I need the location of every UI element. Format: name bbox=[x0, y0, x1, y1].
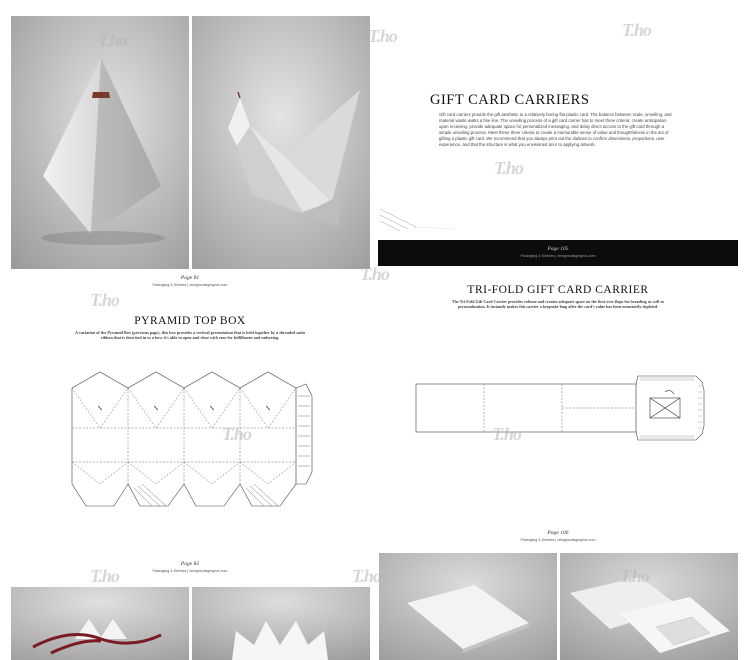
watermark: T.ho bbox=[352, 566, 381, 586]
gift-card-carriers-body: Gift card carriers provide the gift aesthetic to a relatively boring flat plastic card. The balance between scale, unveiling, and material waste walks a fine line. The unveiling process of a gift card carrier has to meet three criteria: create anticipation upon receiving, provide adequate space for personalized messaging, and delay direct access to the gift card through a simple unveiling process. Meet these three criteria to create a memorable sense of value and thoughtfulness in the act of gifting a plastic gift card. We recommend that you always print out the dielines to confirm dimensions, proportions, user experience, and that the structure is what you envisioned prior to applying artwork. bbox=[439, 112, 672, 148]
pyramid-top-box-title: PYRAMID TOP BOX bbox=[134, 315, 246, 327]
watermark: T.ho bbox=[360, 264, 389, 284]
watermark: T.ho bbox=[620, 566, 649, 586]
trifold-carrier-body: The Tri-Fold Gift Card Carrier provides volume and creates adequate space on the first-ever flaps for branding as well as personalization. It instantly makes this carrier a keepsake long after the card's value has been monetarily depleted. bbox=[451, 299, 665, 310]
bird-box-photo bbox=[192, 16, 370, 269]
gift-card-carriers-title: GIFT CARD CARRIERS bbox=[430, 92, 590, 108]
page-credit: Packaging & Dielines | designsofsignsplus.com bbox=[520, 254, 596, 258]
watermark: T.ho bbox=[494, 158, 523, 178]
page-credit: Packaging & Dielines | designsofsignsplus.com bbox=[152, 569, 228, 573]
watermark: T.ho bbox=[90, 566, 119, 586]
watermark: T.ho bbox=[90, 290, 119, 310]
pyramid-top-box-body: A variation of the Pyramid Box (previous page), this box provides a vertical presentation that is held together by a threaded satin ribbon that is then tied in to a bow it's able to open and close with ease for fulfillment and unboxing. bbox=[75, 330, 305, 341]
page-number: Page 106 bbox=[547, 530, 569, 536]
watermark: T.ho bbox=[622, 20, 651, 40]
page-82-caption bbox=[110, 561, 270, 573]
watermark: T.ho bbox=[492, 424, 521, 444]
trifold-carrier-title: TRI-FOLD GIFT CARD CARRIER bbox=[467, 284, 649, 296]
page-105-caption bbox=[478, 246, 638, 258]
page-number: Page 81 bbox=[180, 275, 200, 281]
dieline-fragment bbox=[378, 205, 458, 241]
page-105-footer-bar bbox=[378, 240, 738, 266]
page-number: Page 82 bbox=[180, 561, 200, 567]
page-credit: Packaging & Dielines | designsofsignsplus.com bbox=[152, 283, 228, 287]
page-106-caption bbox=[478, 530, 638, 542]
watermark: T.ho bbox=[222, 424, 251, 444]
pyramid-top-box-dieline bbox=[62, 366, 318, 526]
watermark: T.ho bbox=[98, 30, 127, 50]
page-number: Page 105 bbox=[547, 246, 569, 252]
page-81-caption bbox=[110, 275, 270, 287]
pyramid-ribbon-photo bbox=[11, 587, 189, 660]
page-credit: Packaging & Dielines | designsofsignsplus.com bbox=[520, 538, 596, 542]
pyramid-box-photo bbox=[11, 16, 189, 269]
gift-card-carrier-open-photo bbox=[560, 553, 738, 660]
gift-card-carrier-closed-photo bbox=[379, 553, 557, 660]
trifold-carrier-dieline bbox=[412, 372, 718, 442]
crown-box-photo bbox=[192, 587, 370, 660]
watermark: T.ho bbox=[368, 26, 397, 46]
